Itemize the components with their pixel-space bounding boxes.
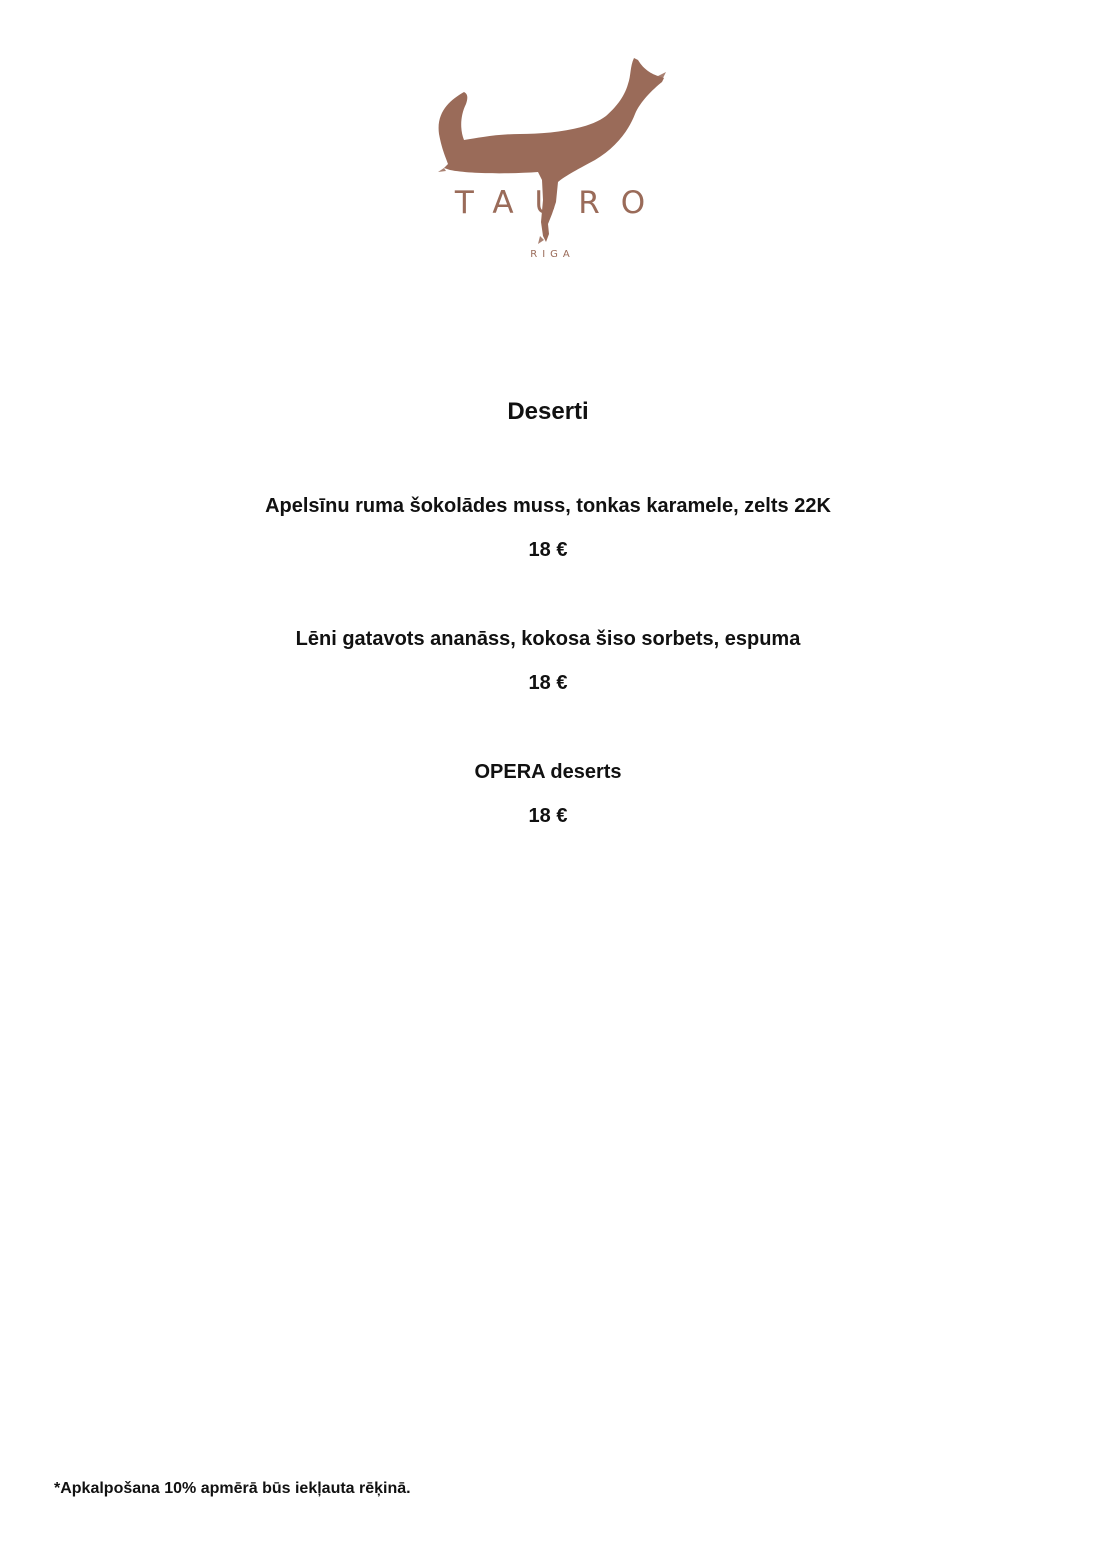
service-charge-footnote: *Apkalpošana 10% apmērā būs iekļauta rēķinā.: [54, 1480, 411, 1497]
menu-item-name: Apelsīnu ruma šokolādes muss, tonkas karamele, zelts 22K: [265, 495, 831, 517]
menu-item: [0, 758, 1096, 830]
tauro-logo: [430, 50, 670, 270]
menu-item-name: OPERA deserts: [474, 761, 622, 783]
logo-subtitle: RIGA: [530, 249, 575, 260]
menu-item: [0, 492, 1096, 564]
menu-section-title: Deserti: [507, 398, 589, 425]
bull-horns-icon: [430, 50, 670, 270]
menu-item-price: 18 €: [528, 805, 568, 827]
menu-item-name: Lēni gatavots ananāss, kokosa šiso sorbets, espuma: [295, 628, 801, 650]
menu-item-price: 18 €: [528, 672, 568, 694]
logo-wordmark: TAURO: [454, 185, 667, 221]
menu-item: [0, 625, 1096, 697]
menu-item-price: 18 €: [528, 539, 568, 561]
